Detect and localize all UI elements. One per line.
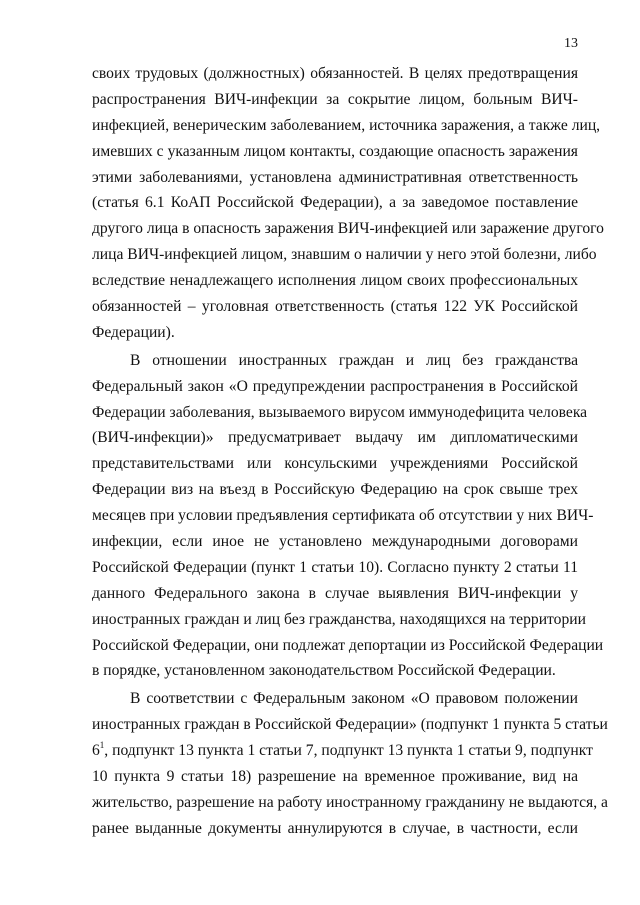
text-line: Российской Федерации, они подлежат депортации из Российской Федерации [92, 636, 604, 654]
text-line: (статья 6.1 КоАП Российской Федерации), а за заведомое поставление [92, 194, 578, 212]
text-line: Федерации). [92, 323, 175, 341]
text-line: обязанностей – уголовная ответственность (статья 122 УК Российской [92, 298, 578, 316]
text-line: Российской Федерации (пункт 1 статьи 10). Согласно пункту 2 статьи 11 [92, 558, 578, 576]
document-body [92, 61, 608, 842]
paragraph [92, 686, 608, 841]
text-line: (ВИЧ-инфекции)» предусматривает выдачу им дипломатическими [92, 429, 578, 447]
text-line: Федерации виз на въезд в Российскую Федерацию на срок свыше трех [92, 481, 578, 499]
text-line: В отношении иностранных граждан и лиц без гражданства [130, 351, 578, 369]
text-line: Федеральный закон «О предупреждении распространения в Российской [92, 377, 578, 395]
text-line: данного Федерального закона в случае выявления ВИЧ-инфекции у [92, 584, 578, 602]
text-line: месяцев при условии предъявления сертификата об отсутствии у них ВИЧ- [92, 507, 594, 525]
text-segment: 6 [92, 742, 100, 760]
paragraph [92, 61, 604, 346]
text-line: иностранных граждан в Российской Федерации» (подпункт 1 пункта 5 статьи [92, 716, 608, 734]
text-line: другого лица в опасность заражения ВИЧ-инфекцией или заражение другого [92, 220, 604, 238]
text-line: распространения ВИЧ-инфекции за сокрытие лицом, больным ВИЧ- [92, 90, 578, 108]
text-line: в порядке, установленном законодательством Российской Федерации. [92, 662, 556, 680]
text-segment: , подпункт 13 пункта 1 статьи 7, подпункт 13 пункта 1 статьи 9, подпункт [104, 742, 593, 760]
text-line: иностранных граждан и лиц без гражданства, находящихся на территории [92, 610, 586, 628]
text-line: инфекцией, венерическим заболеванием, источника заражения, а также лиц, [92, 116, 601, 134]
text-line: вследствие ненадлежащего исполнения лицом своих профессиональных [92, 272, 578, 290]
text-line: имевших с указанным лицом контакты, создающие опасность заражения [92, 142, 578, 160]
text-line [92, 738, 593, 764]
superscript: 1 [99, 740, 105, 751]
text-line: ранее выданные документы аннулируются в случае, в частности, если [92, 819, 578, 837]
text-line: инфекции, если иное не установлено международными договорами [92, 533, 578, 551]
text-line: 10 пункта 9 статьи 18) разрешение на временное проживание, вид на [92, 768, 578, 786]
text-line: В соответствии с Федеральным законом «О правовом положении [130, 690, 578, 708]
paragraph [92, 348, 604, 685]
text-line: жительство, разрешение на работу иностранному гражданину не выдаются, а [92, 793, 608, 811]
text-line: лица ВИЧ-инфекцией лицом, знавшим о наличии у него этой болезни, либо [92, 246, 597, 264]
text-line: своих трудовых (должностных) обязанностей. В целях предотвращения [92, 65, 578, 82]
text-line: этими заболеваниями, установлена административная ответственность [92, 168, 578, 186]
text-line: Федерации заболевания, вызываемого вирусом иммунодефицита человека [92, 403, 588, 421]
text-line: представительствами или консульскими учреждениями Российской [92, 455, 578, 473]
page-number: 13 [564, 36, 578, 51]
